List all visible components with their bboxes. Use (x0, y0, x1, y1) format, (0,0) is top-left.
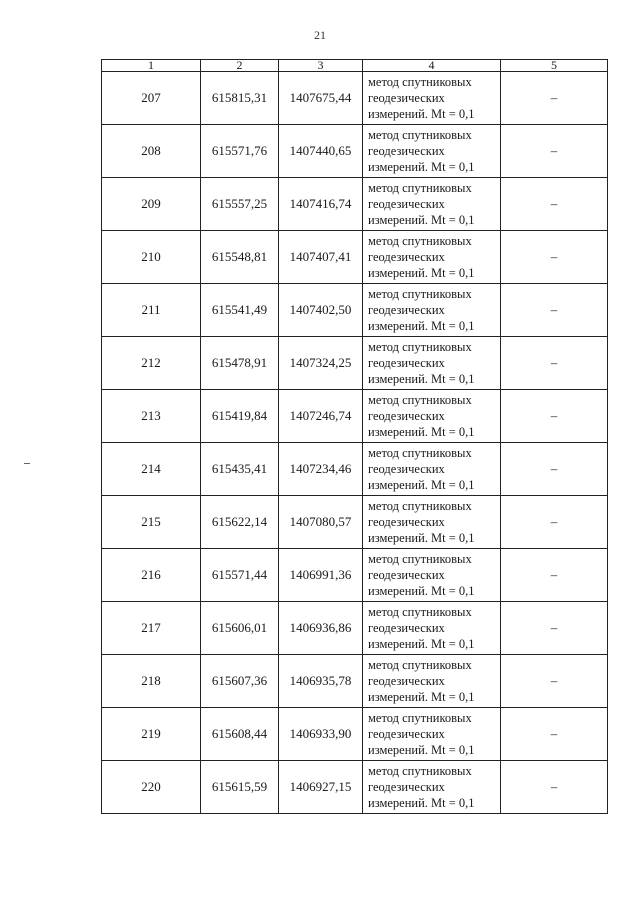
note-cell: – (501, 72, 608, 125)
x-coordinate-cell: 615815,31 (201, 72, 279, 125)
method-cell (363, 231, 501, 284)
x-coordinate-cell: 615571,44 (201, 549, 279, 602)
table-row (102, 708, 608, 761)
note-cell: – (501, 178, 608, 231)
method-line: геодезических (368, 409, 445, 423)
header-col-5: 5 (501, 60, 608, 72)
note-cell: – (501, 602, 608, 655)
page-number: 21 (314, 28, 326, 42)
method-line: измерений. Mt = 0,1 (368, 107, 475, 121)
method-line: метод спутниковых (368, 181, 472, 195)
method-line: метод спутниковых (368, 393, 472, 407)
header-row (102, 60, 608, 72)
method-line: измерений. Mt = 0,1 (368, 637, 475, 651)
point-number-cell: 220 (102, 761, 201, 814)
point-number-cell: 208 (102, 125, 201, 178)
y-coordinate-cell: 1407080,57 (279, 496, 363, 549)
method-cell (363, 72, 501, 125)
method-cell (363, 549, 501, 602)
method-line: геодезических (368, 727, 445, 741)
table-row (102, 496, 608, 549)
note-cell: – (501, 655, 608, 708)
method-line: метод спутниковых (368, 234, 472, 248)
x-coordinate-cell: 615606,01 (201, 602, 279, 655)
method-line: метод спутниковых (368, 552, 472, 566)
method-line: измерений. Mt = 0,1 (368, 266, 475, 280)
point-number-cell: 213 (102, 390, 201, 443)
y-coordinate-cell: 1407675,44 (279, 72, 363, 125)
note-cell: – (501, 496, 608, 549)
method-line: метод спутниковых (368, 499, 472, 513)
method-line: геодезических (368, 462, 445, 476)
method-cell (363, 602, 501, 655)
method-line: метод спутниковых (368, 711, 472, 725)
method-line: измерений. Mt = 0,1 (368, 584, 475, 598)
method-line: геодезических (368, 568, 445, 582)
method-line: геодезических (368, 621, 445, 635)
method-line: метод спутниковых (368, 658, 472, 672)
x-coordinate-cell: 615435,41 (201, 443, 279, 496)
method-line: измерений. Mt = 0,1 (368, 160, 475, 174)
point-number-cell: 211 (102, 284, 201, 337)
table-row (102, 72, 608, 125)
y-coordinate-cell: 1407407,41 (279, 231, 363, 284)
method-line: метод спутниковых (368, 75, 472, 89)
table-row (102, 602, 608, 655)
table-row (102, 231, 608, 284)
table-row (102, 337, 608, 390)
point-number-cell: 219 (102, 708, 201, 761)
point-number-cell: 209 (102, 178, 201, 231)
x-coordinate-cell: 615622,14 (201, 496, 279, 549)
method-cell (363, 496, 501, 549)
table-row (102, 443, 608, 496)
point-number-cell: 218 (102, 655, 201, 708)
x-coordinate-cell: 615607,36 (201, 655, 279, 708)
note-cell: – (501, 284, 608, 337)
method-line: измерений. Mt = 0,1 (368, 478, 475, 492)
x-coordinate-cell: 615615,59 (201, 761, 279, 814)
method-line: измерений. Mt = 0,1 (368, 213, 475, 227)
method-line: геодезических (368, 674, 445, 688)
point-number-cell: 212 (102, 337, 201, 390)
note-cell: – (501, 708, 608, 761)
note-cell: – (501, 390, 608, 443)
method-cell (363, 390, 501, 443)
method-line: измерений. Mt = 0,1 (368, 319, 475, 333)
header-col-3: 3 (279, 60, 363, 72)
method-line: геодезических (368, 144, 445, 158)
y-coordinate-cell: 1407324,25 (279, 337, 363, 390)
method-line: геодезических (368, 91, 445, 105)
x-coordinate-cell: 615541,49 (201, 284, 279, 337)
point-number-cell: 217 (102, 602, 201, 655)
method-line: измерений. Mt = 0,1 (368, 531, 475, 545)
method-line: метод спутниковых (368, 446, 472, 460)
method-line: метод спутниковых (368, 764, 472, 778)
table-row (102, 390, 608, 443)
note-cell: – (501, 231, 608, 284)
y-coordinate-cell: 1406936,86 (279, 602, 363, 655)
method-cell (363, 125, 501, 178)
note-cell: – (501, 443, 608, 496)
method-cell (363, 708, 501, 761)
method-line: геодезических (368, 197, 445, 211)
margin-mark (24, 463, 30, 464)
method-line: геодезических (368, 780, 445, 794)
method-line: измерений. Mt = 0,1 (368, 743, 475, 757)
point-number-cell: 214 (102, 443, 201, 496)
method-line: геодезических (368, 250, 445, 264)
table-row (102, 178, 608, 231)
coordinates-table (101, 59, 608, 814)
header-col-2: 2 (201, 60, 279, 72)
y-coordinate-cell: 1407402,50 (279, 284, 363, 337)
note-cell: – (501, 337, 608, 390)
point-number-cell: 215 (102, 496, 201, 549)
header-col-1: 1 (102, 60, 201, 72)
method-line: измерений. Mt = 0,1 (368, 690, 475, 704)
x-coordinate-cell: 615478,91 (201, 337, 279, 390)
method-line: метод спутниковых (368, 340, 472, 354)
method-line: метод спутниковых (368, 605, 472, 619)
note-cell: – (501, 125, 608, 178)
y-coordinate-cell: 1407234,46 (279, 443, 363, 496)
table-row (102, 549, 608, 602)
method-line: измерений. Mt = 0,1 (368, 372, 475, 386)
method-cell (363, 761, 501, 814)
method-line: геодезических (368, 356, 445, 370)
x-coordinate-cell: 615557,25 (201, 178, 279, 231)
method-cell (363, 443, 501, 496)
point-number-cell: 216 (102, 549, 201, 602)
table-row (102, 761, 608, 814)
note-cell: – (501, 761, 608, 814)
y-coordinate-cell: 1406935,78 (279, 655, 363, 708)
y-coordinate-cell: 1406933,90 (279, 708, 363, 761)
method-line: геодезических (368, 515, 445, 529)
method-line: измерений. Mt = 0,1 (368, 425, 475, 439)
table-row (102, 655, 608, 708)
x-coordinate-cell: 615608,44 (201, 708, 279, 761)
x-coordinate-cell: 615419,84 (201, 390, 279, 443)
note-cell: – (501, 549, 608, 602)
x-coordinate-cell: 615571,76 (201, 125, 279, 178)
method-line: метод спутниковых (368, 128, 472, 142)
table-row (102, 284, 608, 337)
method-cell (363, 655, 501, 708)
x-coordinate-cell: 615548,81 (201, 231, 279, 284)
method-cell (363, 178, 501, 231)
point-number-cell: 207 (102, 72, 201, 125)
method-cell (363, 337, 501, 390)
y-coordinate-cell: 1407246,74 (279, 390, 363, 443)
point-number-cell: 210 (102, 231, 201, 284)
method-line: измерений. Mt = 0,1 (368, 796, 475, 810)
y-coordinate-cell: 1407416,74 (279, 178, 363, 231)
y-coordinate-cell: 1406991,36 (279, 549, 363, 602)
y-coordinate-cell: 1407440,65 (279, 125, 363, 178)
method-line: геодезических (368, 303, 445, 317)
table-row (102, 125, 608, 178)
method-cell (363, 284, 501, 337)
method-line: метод спутниковых (368, 287, 472, 301)
y-coordinate-cell: 1406927,15 (279, 761, 363, 814)
header-col-4: 4 (363, 60, 501, 72)
